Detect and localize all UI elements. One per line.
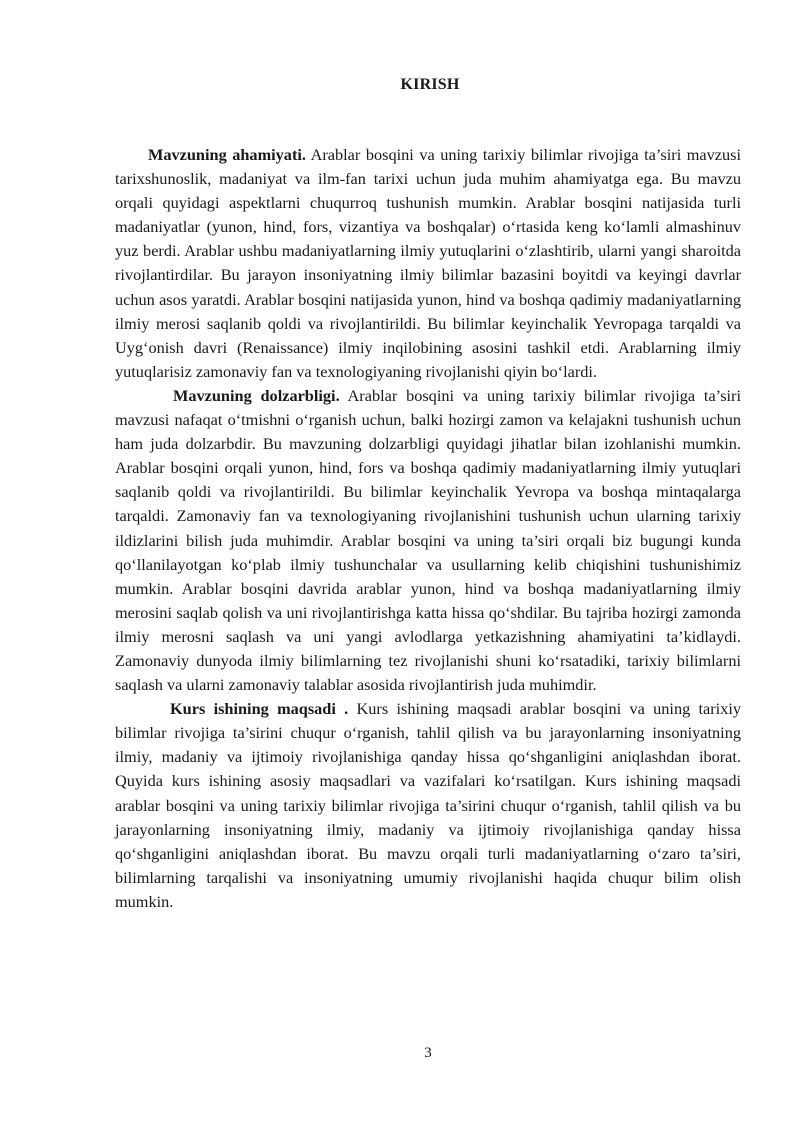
page-number: 3: [424, 1045, 432, 1061]
page-title: KIRISH: [400, 76, 460, 93]
paragraph-lead: Kurs ishining maqsadi .: [170, 699, 349, 719]
paragraph-lead: Mavzuning dolzarbligi.: [173, 385, 340, 405]
paragraph-text: Kurs ishining maqsadi arablar bosqini va uning tarixiy bilimlar rivojiga ta’sirini chuqur o‘rganish, tahlil qilish va bu jarayonlarning insoniyatning ilmiy, madaniy va ijtimoiy rivojlanishiga qanday hissa qo‘shganligini aniqlashdan iborat. Quyida kurs ishining asosiy maqsadlari va vazifalari ko‘rsatilgan. Kurs ishining maqsadi arablar bosqini va uning tarixiy bilimlar rivojiga ta’sirini chuqur o‘rganish, tahlil qilish va bu jarayonlarning insoniyatning ilmiy, madaniy va ijtimoiy rivojlanishiga qanday hissa qo‘shganligini aniqlashdan iborat. Bu mavzu orqali turli madaniyatlarning o‘zaro ta’siri, bilimlarning tarqalishi va insoniyatning umumiy rivojlanishi haqida chuqur bilim olish mumkin.: [115, 699, 742, 911]
paragraph-text: Arablar bosqini va uning tarixiy bilimlar rivojiga ta’siri mavzusi nafaqat o‘tmishni o‘rganish uchun, balki hozirgi zamon va kelajakni tushunish uchun ham juda dolzarbdir. Bu mavzuning dolzarbligi quyidagi jihatlar bilan izohlanishi mumkin. Arablar bosqini orqali yunon, hind, fors va boshqa qadimiy madaniyatlarning ilmiy yutuqlari saqlanib qoldi va rivojlantirildi. Bu bilimlar keyinchalik Yevropa va boshqa mintaqalarga tarqaldi. Zamonaviy fan va texnologiyaning rivojlanishini tushunish uchun ularning tarixiy ildizlarini bilish juda muhimdir. Arablar bosqini va uning ta’siri orqali biz bugungi kunda qo‘llanilayotgan ko‘plab ilmiy tushunchalar va usullarning kelib chiqishini tushunishimiz mumkin. Arablar bosqini davrida arablar yunon, hind va boshqa madaniyatlarning ilmiy merosini saqlab qolish va uni rivojlantirishga katta hissa qo‘shdilar. Bu tajriba hozirgi zamonda ilmiy merosni saqlash va uni yangi avlodlarga yetkazishning ahamiyatini ta’kidlaydi. Zamonaviy dunyoda ilmiy bilimlarning tez rivojlanishi shuni ko‘rsatadiki, tarixiy bilimlarni saqlash va ularni zamonaviy talablar asosida rivojlantirish juda muhimdir.: [115, 385, 741, 695]
body-text: [115, 143, 741, 914]
paragraph-goal: [115, 697, 741, 914]
paragraph-significance: [115, 143, 741, 384]
paragraph-lead: Mavzuning ahamiyati.: [148, 145, 306, 164]
paragraph-text: Arablar bosqini va uning tarixiy bilimlar rivojiga ta’siri mavzusi tarixshunoslik, madaniyat va ilm-fan tarixi uchun juda muhim ahamiyatga ega. Bu mavzu orqali quyidagi aspektlarni chuqurroq tushunish mumkin. Arablar bosqini natijasida turli madaniyatlar (yunon, hind, fors, vizantiya va boshqalar) o‘rtasida keng ko‘lamli almashinuv yuz berdi. Arablar ushbu madaniyatlarning ilmiy yutuqlarini o‘zlashtirib, ularni yangi sharoitda rivojlantirdilar. Bu jarayon insoniyatning ilmiy bilimlar bazasini boyitdi va keyingi davrlar uchun asos yaratdi. Arablar bosqini natijasida yunon, hind va boshqa qadimiy madaniyatlarning ilmiy merosi saqlanib qoldi va rivojlantirildi. Bu bilimlar keyinchalik Yevropaga tarqaldi va Uyg‘onish davri (Renaissance) ilmiy inqilobining asosini tashkil etdi. Arablarning ilmiy yutuqlarisiz zamonaviy fan va texnologiyaning rivojlanishi qiyin bo‘lardi.: [115, 145, 742, 381]
paragraph-relevance: [115, 384, 741, 697]
